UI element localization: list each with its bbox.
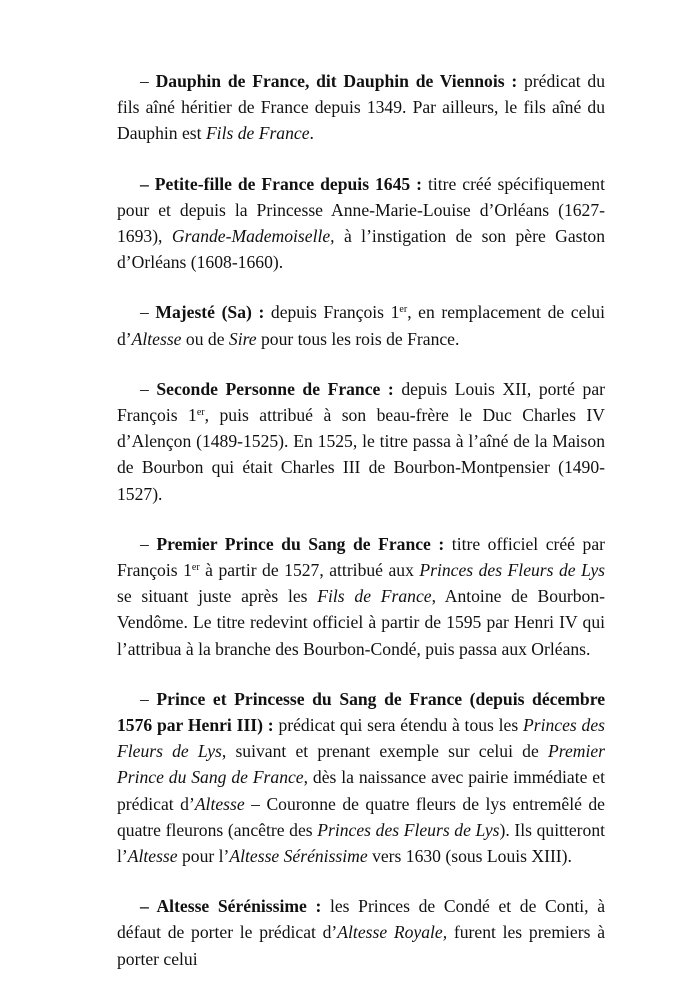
entry-text: pour l’ [177, 846, 230, 867]
entry-dash: – [140, 378, 157, 399]
entry-prince-du-sang [117, 686, 605, 869]
superscript: er [191, 562, 200, 574]
entry-term: – Petite-fille de France depuis 1645 : [140, 173, 423, 194]
superscript: er [196, 407, 205, 419]
entry-italic: Fils de France [317, 586, 432, 607]
entry-text: prédicat du fils aîné héritier de France depuis 1349. Par ailleurs, le fils aîné du Dauphin est [117, 71, 605, 144]
entry-dash: – [140, 533, 157, 554]
entry-text: titre officiel créé par François 1 [117, 533, 605, 581]
entry-text: titre créé spécifiquement pour et depuis la Princesse Anne-Marie-Louise d’Orléans (1627-1693), [117, 173, 605, 247]
entry-italic: Altesse [127, 846, 178, 867]
entry-dash: – [140, 71, 156, 91]
entry-text: depuis Louis XII, porté par François 1 [117, 378, 605, 426]
entry-italic: Princes des Fleurs de Lys [317, 819, 500, 840]
entry-text: à partir de 1527, attribué aux [199, 560, 420, 581]
entry-dauphin [117, 68, 605, 147]
entry-italic: Altesse [131, 328, 182, 349]
entry-italic: Princes des Fleurs de Lys [419, 560, 606, 581]
entry-term: – Altesse Sérénissime : [140, 896, 322, 917]
entry-term: Dauphin de France, dit Dauphin de Viennois : [155, 71, 518, 91]
entry-majeste [117, 299, 605, 351]
entry-term: Majesté (Sa) : [155, 302, 265, 323]
entry-text: , Antoine de Bourbon-Vendôme. Le titre redevint officiel à partir de 1595 par Henri IV qui l’attribua à la branche des Bourbon-Condé, puis passa aux Orléans. [117, 586, 605, 659]
entry-text: vers 1630 (sous Louis XIII). [367, 846, 572, 867]
entry-petite-fille [117, 171, 605, 276]
entry-seconde-personne [117, 376, 605, 507]
entry-text: furent les premiers à porter celui [117, 922, 606, 969]
document-page [117, 68, 605, 996]
entry-italic: Altesse Royale, [337, 922, 448, 943]
entry-text: se situant juste après les [117, 586, 318, 607]
entry-term: Prince et Princesse du Sang de France (depuis décembre 1576 par Henri III) : [117, 688, 606, 736]
entry-text: , puis attribué à son beau-frère le Duc Charles IV d’Alençon (1489-1525). En 1525, le titre passa à l’aîné de la Maison de Bourbon qui était Charles III de Bourbon-Montpensier (1490-1527). [117, 405, 605, 504]
entry-italic: Sire [228, 328, 257, 349]
entry-text: depuis François 1 [264, 302, 400, 323]
entry-italic: Altesse [194, 793, 245, 814]
entry-italic: Grande-Mademoiselle, [171, 226, 335, 247]
entry-italic: Fils de France [205, 123, 310, 144]
entry-italic: Princes des Fleurs de Lys [117, 715, 605, 762]
entry-dash: – [140, 688, 157, 709]
entry-term: Premier Prince du Sang de France : [156, 533, 445, 554]
entry-text: , dès la naissance avec pairie immédiate et prédicat d’ [117, 767, 605, 814]
entry-text: ). Ils quitteront l’ [117, 819, 606, 867]
entry-text: prédicat qui sera étendu à tous les [273, 715, 523, 736]
entry-altesse-serenissime [117, 893, 605, 972]
entry-text: pour tous les rois de France. [256, 328, 460, 349]
entry-text: , en remplacement de celui d’ [117, 302, 605, 349]
entry-text: – Couronne de quatre fleurs de lys entremêlé de quatre fleurons (ancêtre des [117, 793, 605, 840]
entry-text: . [309, 123, 314, 144]
entry-premier-prince [117, 531, 605, 662]
superscript: er [399, 304, 408, 316]
entry-term: Seconde Personne de France : [156, 378, 394, 399]
entry-text: , suivant et prenant exemple sur celui de [221, 741, 548, 762]
entry-text: à l’instigation de son père Gaston d’Orléans (1608-1660). [117, 226, 605, 273]
entry-text: ou de [181, 328, 229, 349]
entry-dash: – [140, 302, 156, 323]
entry-text: les Princes de Condé et de Conti, à défaut de porter le prédicat d’ [117, 896, 605, 943]
entry-italic: Premier Prince du Sang de France [117, 741, 605, 788]
entry-italic: Altesse Sérénissime [229, 846, 368, 867]
